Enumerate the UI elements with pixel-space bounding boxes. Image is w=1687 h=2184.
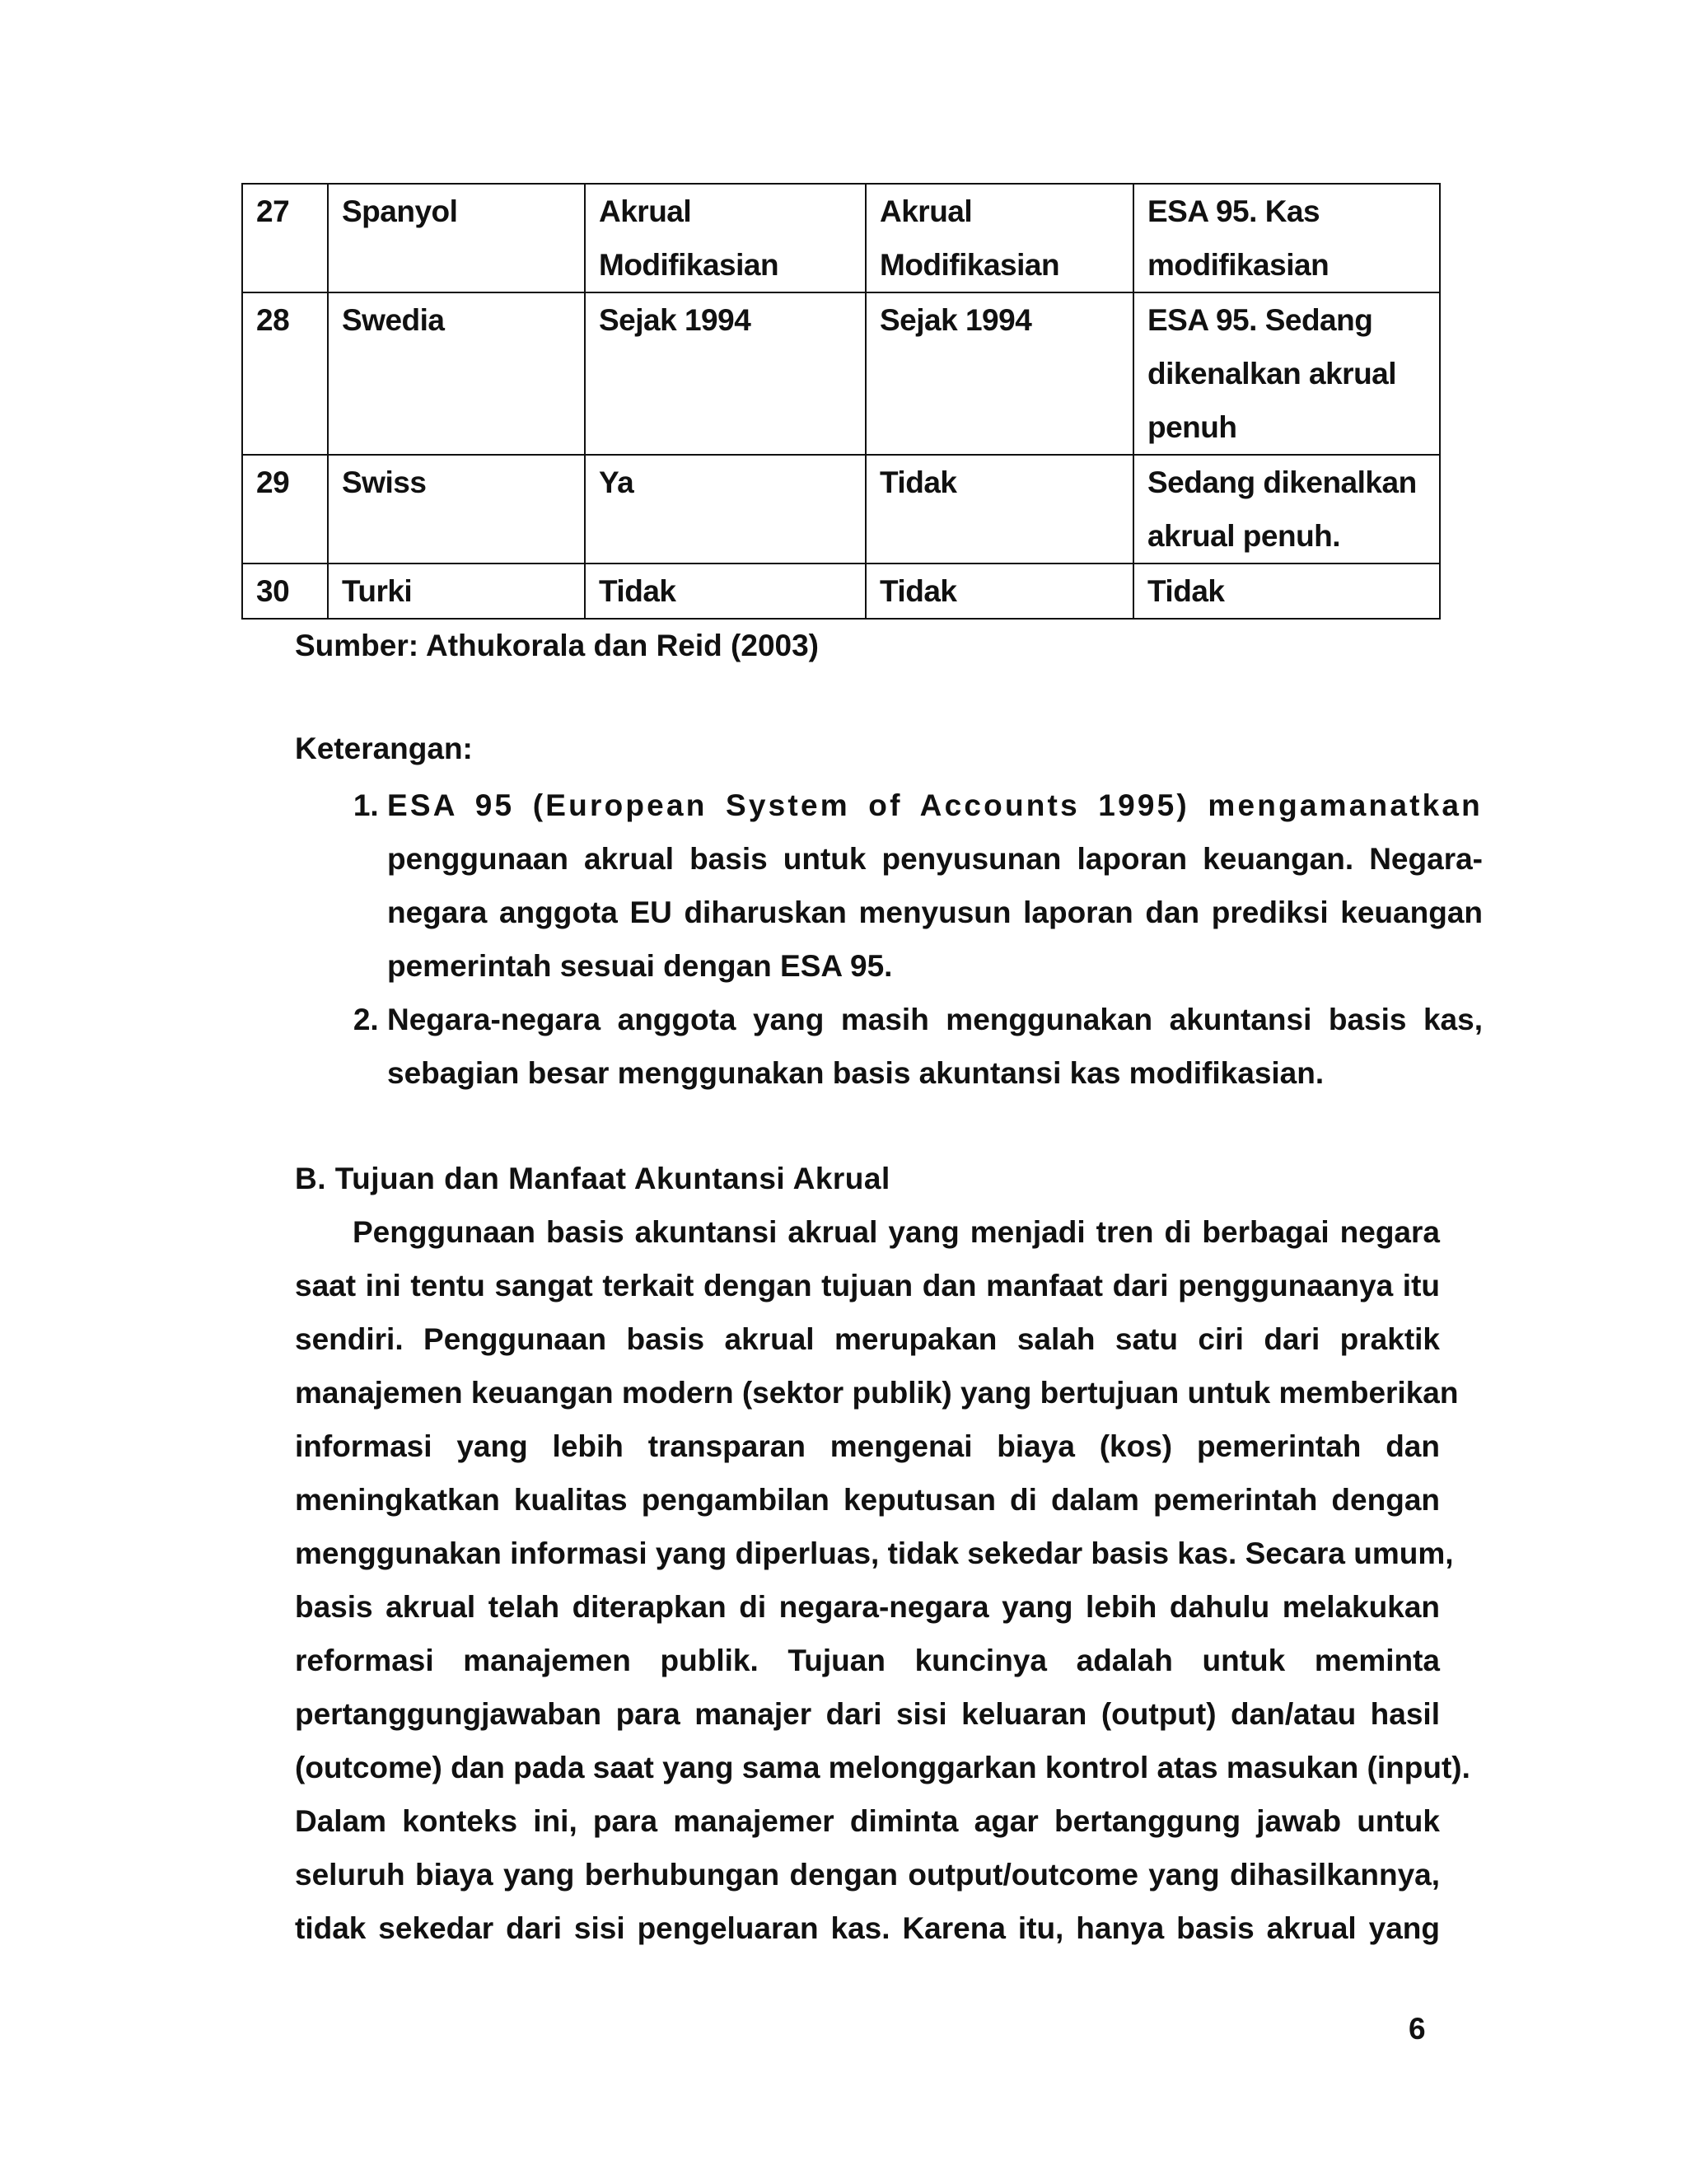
table-cell: Akrual Modifikasian [585,184,866,292]
table-row [242,292,1440,455]
table-cell: Ya [585,455,866,564]
paragraph-line: menggunakan informasi yang diperluas, tidak sekedar basis kas. Secara umum, [295,1536,1454,1570]
note-first-line: ESA 95 (European System of Accounts 1995) mengamanatkan [387,788,1483,822]
country-accounting-table [241,183,1441,620]
table-row [242,184,1440,292]
country-cell: Swedia [328,292,585,455]
notes-heading: Keterangan: [295,732,473,765]
page-number: 6 [1409,2012,1426,2046]
row-number-cell: 30 [242,564,328,619]
list-item [387,993,1483,1100]
table-cell: Akrual Modifikasian [866,184,1133,292]
row-number-cell: 29 [242,455,328,564]
row-number-cell: 27 [242,184,328,292]
row-number-cell: 28 [242,292,328,455]
notes-list [346,779,1483,1100]
paragraph-line: saat ini tentu sangat terkait dengan tujuan dan manfaat dari penggunaanya itu [295,1269,1440,1302]
body-paragraph [295,1205,1470,1955]
table-cell: Sejak 1994 [585,292,866,455]
paragraph-line: sendiri. Penggunaan basis akrual merupakan salah satu ciri dari praktik [295,1322,1440,1356]
table-row [242,564,1440,619]
table-cell: Sedang dikenalkan akrual penuh. [1133,455,1440,564]
list-item [387,779,1483,993]
note-text: sebagian besar menggunakan basis akuntansi kas modifikasian. [387,1056,1325,1090]
section-heading: B. Tujuan dan Manfaat Akuntansi Akrual [295,1162,890,1195]
paragraph-line: tidak sekedar dari sisi pengeluaran kas. Karena itu, hanya basis akrual yang [295,1911,1440,1945]
table-cell: Tidak [1133,564,1440,619]
country-cell: Spanyol [328,184,585,292]
table-row [242,455,1440,564]
paragraph-line: seluruh biaya yang berhubungan dengan output/outcome yang dihasilkannya, [295,1858,1440,1892]
paragraph-line: pertanggungjawaban para manajer dari sisi keluaran (output) dan/atau hasil [295,1697,1440,1731]
paragraph-line: informasi yang lebih transparan mengenai biaya (kos) pemerintah dan [295,1429,1440,1463]
paragraph-line: Dalam konteks ini, para manajemer diminta agar bertanggung jawab untuk [295,1804,1440,1838]
paragraph-line: Penggunaan basis akuntansi akrual yang menjadi tren di berbagai negara [353,1215,1440,1249]
paragraph-line: manajemen keuangan modern (sektor publik) yang bertujuan untuk memberikan [295,1376,1459,1410]
note-text: penggunaan akrual basis untuk penyusunan laporan keuangan. Negara-negara anggota EU diharuskan menyusun laporan dan prediksi keuangan pemerintah sesuai dengan ESA 95. [387,842,1483,983]
paragraph-line: meningkatkan kualitas pengambilan keputusan di dalam pemerintah dengan [295,1483,1440,1517]
note-first-line: Negara-negara anggota yang masih menggunakan akuntansi basis kas, [387,1003,1483,1036]
table-cell: ESA 95. Sedang dikenalkan akrual penuh [1133,292,1440,455]
table-cell: Tidak [866,564,1133,619]
country-cell: Swiss [328,455,585,564]
paragraph-line: reformasi manajemen publik. Tujuan kuncinya adalah untuk meminta [295,1644,1440,1677]
paragraph-line: (outcome) dan pada saat yang sama melonggarkan kontrol atas masukan (input). [295,1751,1470,1784]
paragraph-line: basis akrual telah diterapkan di negara-negara yang lebih dahulu melakukan [295,1590,1440,1624]
table-cell: Tidak [866,455,1133,564]
country-cell: Turki [328,564,585,619]
table-cell: Tidak [585,564,866,619]
table-cell: ESA 95. Kas modifikasian [1133,184,1440,292]
table-source: Sumber: Athukorala dan Reid (2003) [295,629,819,662]
table-cell: Sejak 1994 [866,292,1133,455]
